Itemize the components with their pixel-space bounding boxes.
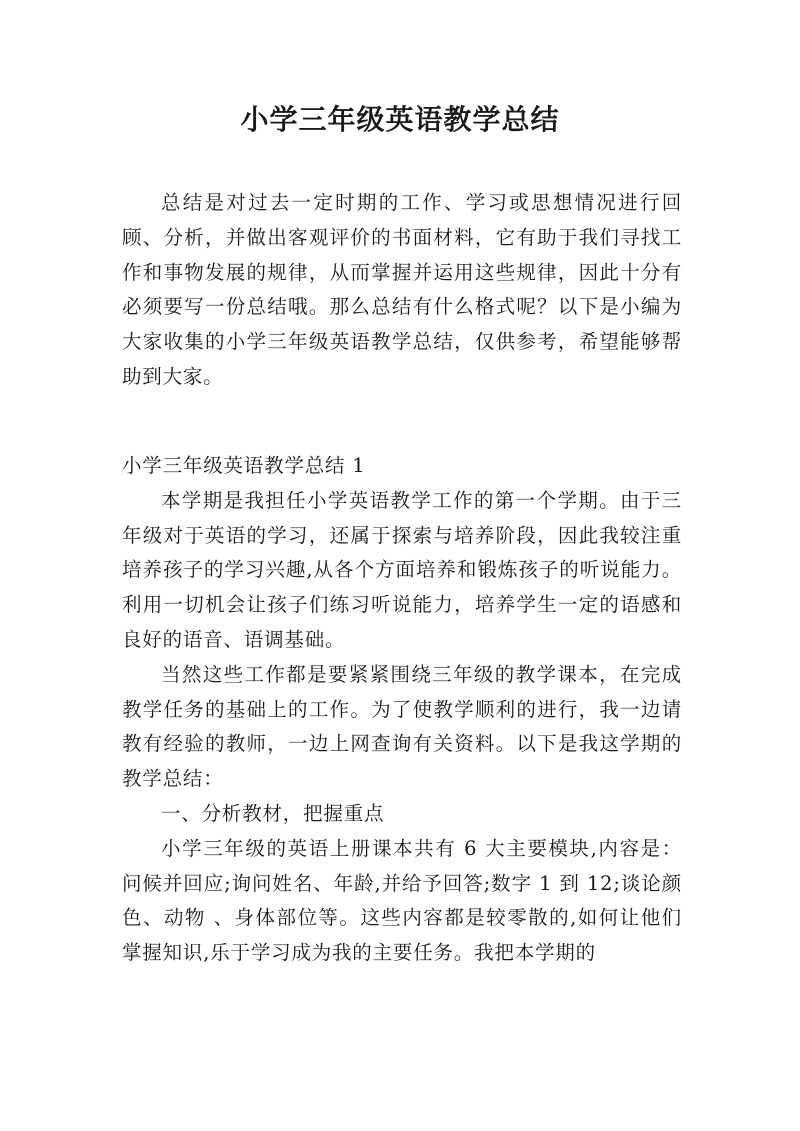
body-paragraph: 本学期是我担任小学英语教学工作的第一个学期。由于三年级对于英语的学习，还属于探索与培养阶段，因此我较注重培养孩子的学习兴趣,从各个方面培养和锻炼孩子的听说能力。利用一切机会让孩子们练习听说能力，培养学生一定的语感和良好的语音、语调基础。 — [122, 488, 682, 651]
intro-block — [122, 186, 682, 395]
section-1 — [122, 449, 682, 971]
document-title: 小学三年级英语教学总结 — [240, 103, 560, 136]
intro-paragraph: 总结是对过去一定时期的工作、学习或思想情况进行回顾、分析，并做出客观评价的书面材料，它有助于我们寻找工作和事物发展的规律，从而掌握并运用这些规律，因此十分有必须要写一份总结哦。那么总结有什么格式呢？以下是小编为大家收集的小学三年级英语教学总结，仅供参考，希望能够帮助到大家。 — [122, 191, 682, 388]
subsection-heading: 一、分析教材，把握重点 — [161, 801, 385, 825]
section-heading: 小学三年级英语教学总结 1 — [122, 454, 366, 477]
body-paragraph: 小学三年级的英语上册课本共有 6 大主要模块,内容是：问候并回应;询问姓名、年龄,并给予回答;数字 1 到 12;谈论颜色、动物 、身体部位等。这些内容都是较零散的,如何让他们掌握知识,乐于学习成为我的主要任务。我把本学期的 — [122, 836, 682, 965]
body-paragraph: 当然这些工作都是要紧紧围绕三年级的教学课本，在完成教学任务的基础上的工作。为了使教学顺利的进行，我一边请教有经验的教师，一边上网查询有关资料。以下是我这学期的教学总结： — [122, 662, 682, 791]
